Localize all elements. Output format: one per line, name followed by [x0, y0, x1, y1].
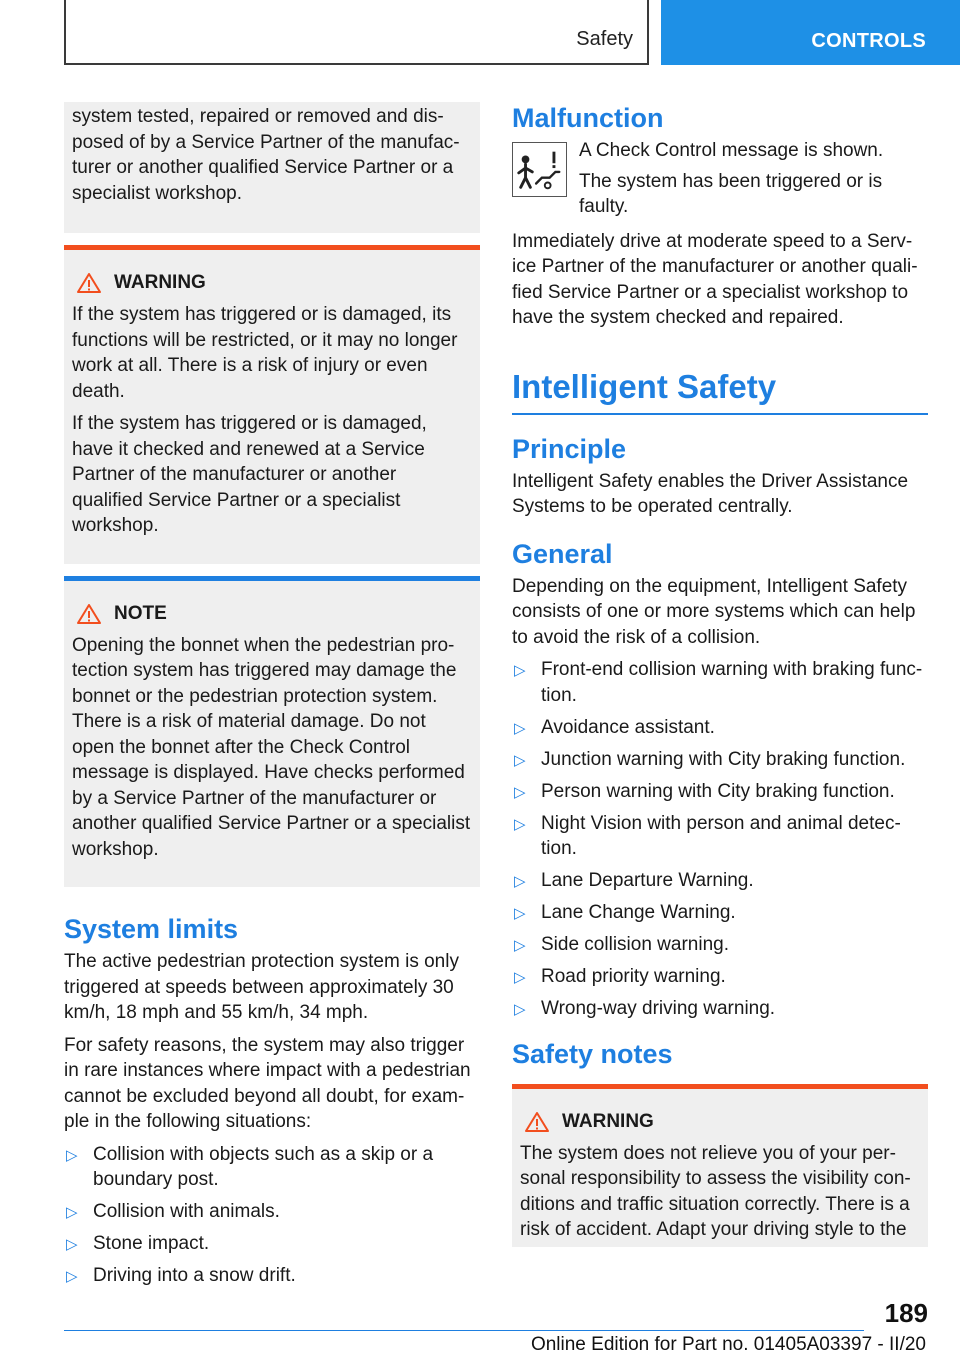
list-item: ▷ Side collision warning. — [512, 932, 928, 958]
malfunction-message-text — [579, 138, 928, 225]
triangle-bullet-icon: ▷ — [514, 815, 526, 833]
principle-heading: Principle — [512, 433, 627, 464]
safety-notes-heading: Safety notes — [512, 1038, 673, 1069]
list-item: ▷ Driving into a snow drift. — [64, 1263, 480, 1289]
list-item: ▷ Collision with animals. — [64, 1199, 480, 1225]
triangle-bullet-icon: ▷ — [514, 937, 526, 954]
general-heading: General — [512, 538, 613, 569]
list-item: ▷ Junction warning with City braking function. — [512, 747, 928, 773]
intelligent-safety-heading: Intelligent Safety — [512, 367, 928, 415]
note-paragraph: Opening the bonnet when the pedestrian pro-tection system has triggered may damage the bonnet or the pedestrian protection system. There is a risk of material damage. Do not open the bonnet after the Check Control message is displayed. Have checks performed by a Service Partner of the manufacturer or another qualified Service Partner or a specialist workshop. — [72, 634, 471, 860]
warning-paragraph-1: If the system has triggered or is damaged, its functions will be restricted, or it may no longer work at all. There is a risk of injury or even death. — [72, 304, 458, 402]
general-paragraph: Depending on the equipment, Intelligent Safety consists of one or more systems which can help to avoid the risk of a collision. — [512, 575, 916, 648]
principle-paragraph: Intelligent Safety enables the Driver Assistance Systems to be operated centrally. — [512, 470, 909, 517]
triangle-bullet-icon: ▷ — [514, 719, 526, 737]
warning-title-label: WARNING — [114, 272, 206, 293]
triangle-bullet-icon: ▷ — [514, 1001, 526, 1018]
safety-warning-title — [520, 1111, 920, 1133]
list-item: ▷ Stone impact. — [64, 1231, 480, 1257]
warning-paragraph-2: If the system has triggered or is damaged, have it checked and renewed at a Service Partner of the manufacturer or another qualified Service Partner or a specialist workshop. — [72, 413, 427, 536]
malfunction-paragraph: Immediately drive at moderate speed to a Serv-ice Partner of the manufacturer or another quali-fied Service Partner or a specialist workshop to have the system checked and repaired. — [512, 230, 918, 328]
system-limits-paragraph-2: For safety reasons, the system may also trigger in rare instances where impact with a pedestrian cannot be excluded beyond all doubt, for exam-ple in the following situations: — [64, 1034, 471, 1132]
warning-box — [64, 245, 480, 564]
warning-triangle-icon — [76, 603, 102, 625]
malfunction-line-1: A Check Control message is shown. — [579, 140, 884, 161]
system-limits-heading: System limits — [64, 914, 239, 944]
list-item: ▷ Wrong-way driving warning. — [512, 996, 928, 1022]
note-title-label: NOTE — [114, 602, 167, 624]
triangle-bullet-icon: ▷ — [66, 1146, 78, 1164]
triangle-bullet-icon: ▷ — [514, 662, 526, 679]
list-item: ▷ Lane Departure Warning. — [512, 868, 928, 894]
right-column — [512, 102, 928, 1247]
note-title — [72, 603, 472, 625]
page-number: 189 — [884, 1298, 928, 1328]
footer-edition: Online Edition for Part no. 01405A03397 - II/20 — [530, 1334, 926, 1355]
note-box — [64, 576, 480, 888]
list-item: ▷ Night Vision with person and animal detec-tion. — [514, 812, 901, 859]
safety-warning-title-label: WARNING — [562, 1110, 654, 1132]
header-chapter-tab — [661, 0, 960, 65]
left-column — [64, 102, 480, 1295]
system-limits-paragraph-1: The active pedestrian protection system is only triggered at speeds between approximately 30 km/h, 18 mph and 55 km/h, 34 mph. — [64, 951, 459, 1023]
safety-warning-box — [512, 1084, 928, 1247]
triangle-bullet-icon: ▷ — [66, 1268, 78, 1285]
list-item: ▷ Person warning with City braking function. — [512, 779, 928, 805]
triangle-bullet-icon: ▷ — [514, 905, 526, 922]
triangle-bullet-icon: ▷ — [66, 1204, 78, 1221]
triangle-bullet-icon: ▷ — [514, 751, 526, 769]
list-item: ▷ Lane Change Warning. — [512, 900, 928, 926]
system-limits-list — [64, 1142, 480, 1289]
list-item: ▷ Avoidance assistant. — [512, 715, 928, 741]
pedestrian-protection-icon — [512, 142, 567, 197]
warning-triangle-icon — [76, 272, 102, 294]
warning-title — [72, 272, 472, 294]
warning-triangle-icon — [524, 1111, 550, 1133]
malfunction-heading: Malfunction — [512, 103, 664, 133]
safety-warning-paragraph: The system does not relieve you of your per-sonal responsibility to assess the visibility con-ditions and traffic situation correctly. There is a risk of accident. Adapt your driving style to the — [520, 1142, 911, 1240]
header-chapter-title: CONTROLS — [811, 30, 926, 52]
malfunction-message-row — [512, 138, 928, 225]
list-item: ▷ Collision with objects such as a skip or a boundary post. — [66, 1143, 434, 1190]
list-item: ▷ Road priority warning. — [512, 964, 928, 990]
malfunction-line-2: The system has been triggered or is faulty. — [579, 170, 883, 217]
header-section-title: Safety — [576, 28, 633, 50]
intelligent-safety-list — [512, 657, 928, 1022]
intro-box — [64, 102, 480, 233]
footer-divider — [64, 1330, 864, 1331]
intro-box-text: system tested, repaired or removed and dis-posed of by a Service Partner of the manufac-turer or another qualified Service Partner or a specialist workshop. — [72, 106, 460, 204]
triangle-bullet-icon: ▷ — [514, 783, 526, 801]
triangle-bullet-icon: ▷ — [514, 873, 526, 890]
triangle-bullet-icon: ▷ — [514, 969, 526, 986]
header-section-tab — [64, 0, 649, 65]
triangle-bullet-icon: ▷ — [66, 1236, 78, 1253]
list-item: ▷ Front-end collision warning with braking func-tion. — [514, 659, 923, 706]
